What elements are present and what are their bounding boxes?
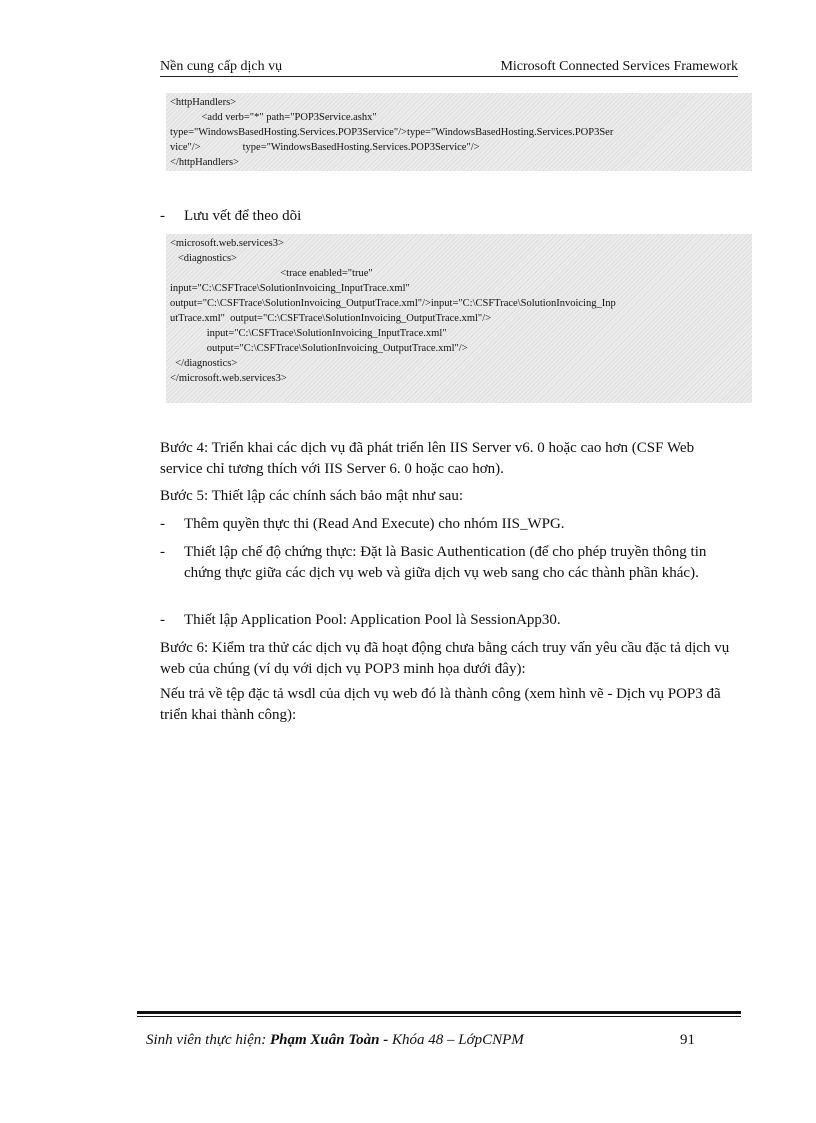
step6-note-paragraph: Nếu trả về tệp đặc tả wsdl của dịch vụ web đó là thành công (xem hình vẽ - Dịch vụ POP3 đã triển khai thành công):: [160, 686, 721, 723]
code-line: <diagnostics>: [170, 253, 237, 264]
page-number: 91: [680, 1032, 695, 1048]
list-dash: -: [160, 208, 165, 224]
code-line: output="C:\CSFTrace\SolutionInvoicing_OutputTrace.xml"/>input="C:\CSFTrace\SolutionInvoicing_Inp: [170, 298, 616, 309]
code-line: <add verb="*" path="POP3Service.ashx": [170, 112, 377, 123]
list-item-text: Lưu vết để theo dõi: [184, 208, 302, 224]
code-line: vice"/> type="WindowsBasedHosting.Services.POP3Service"/>: [170, 142, 480, 153]
step6-paragraph: Bước 6: Kiểm tra thử các dịch vụ đã hoạt động chưa bằng cách truy vấn yêu cầu đặc tả dịch vụ web của chúng (ví dụ với dịch vụ POP3 minh họa dưới đây):: [160, 640, 730, 677]
footer-author: Phạm Xuân Toàn -: [269, 1032, 392, 1048]
list-dash: -: [160, 544, 165, 560]
code-line: utTrace.xml" output="C:\CSFTrace\SolutionInvoicing_OutputTrace.xml"/>: [170, 313, 492, 324]
step4-paragraph: Bước 4: Triển khai các dịch vụ đã phát triển lên IIS Server v6. 0 hoặc cao hơn (CSF Web service chỉ tương thích với IIS Server 6. 0 hoặc cao hơn).: [160, 440, 695, 477]
list-item-text: Thiết lập Application Pool: Application Pool là SessionApp30.: [184, 612, 561, 628]
code-block-http-handlers: [166, 93, 752, 171]
page-header: [160, 58, 738, 77]
code-line: input="C:\CSFTrace\SolutionInvoicing_InputTrace.xml": [170, 328, 447, 339]
footer-prefix: Sinh viên thực hiện:: [146, 1032, 270, 1048]
code-line: </httpHandlers>: [170, 157, 239, 168]
list-dash: -: [160, 612, 165, 628]
step5-paragraph: Bước 5: Thiết lập các chính sách bảo mật như sau:: [160, 488, 463, 504]
footer-divider-thin: [137, 1016, 741, 1017]
code-block-diagnostics: [166, 234, 752, 403]
list-item-text: Thiết lập chế độ chứng thực: Đặt là Basic Authentication (để cho phép truyền thông tin chứng thực giữa các dịch vụ web và giữa dịch vụ web sang cho các thành phần khác).: [184, 544, 707, 581]
code-line: <microsoft.web.services3>: [170, 238, 284, 249]
code-line: </microsoft.web.services3>: [170, 373, 287, 384]
code-line: <httpHandlers>: [170, 97, 237, 108]
header-left-title: Nền cung cấp dịch vụ: [160, 59, 283, 74]
code-line: input="C:\CSFTrace\SolutionInvoicing_InputTrace.xml": [170, 283, 410, 294]
code-line: </diagnostics>: [170, 358, 238, 369]
code-line: <trace enabled="true": [170, 268, 373, 279]
footer-divider-thick: [137, 1011, 741, 1014]
list-item-text: Thêm quyền thực thi (Read And Execute) cho nhóm IIS_WPG.: [184, 516, 565, 532]
page-footer: [146, 1030, 706, 1050]
header-right-title: Microsoft Connected Services Framework: [500, 59, 738, 74]
footer-class: Khóa 48 – LớpCNPM: [391, 1032, 524, 1048]
code-line: output="C:\CSFTrace\SolutionInvoicing_OutputTrace.xml"/>: [170, 343, 468, 354]
list-dash: -: [160, 516, 165, 532]
code-line: type="WindowsBasedHosting.Services.POP3Service"/>type="WindowsBasedHosting.Services.POP3Ser: [170, 127, 614, 138]
